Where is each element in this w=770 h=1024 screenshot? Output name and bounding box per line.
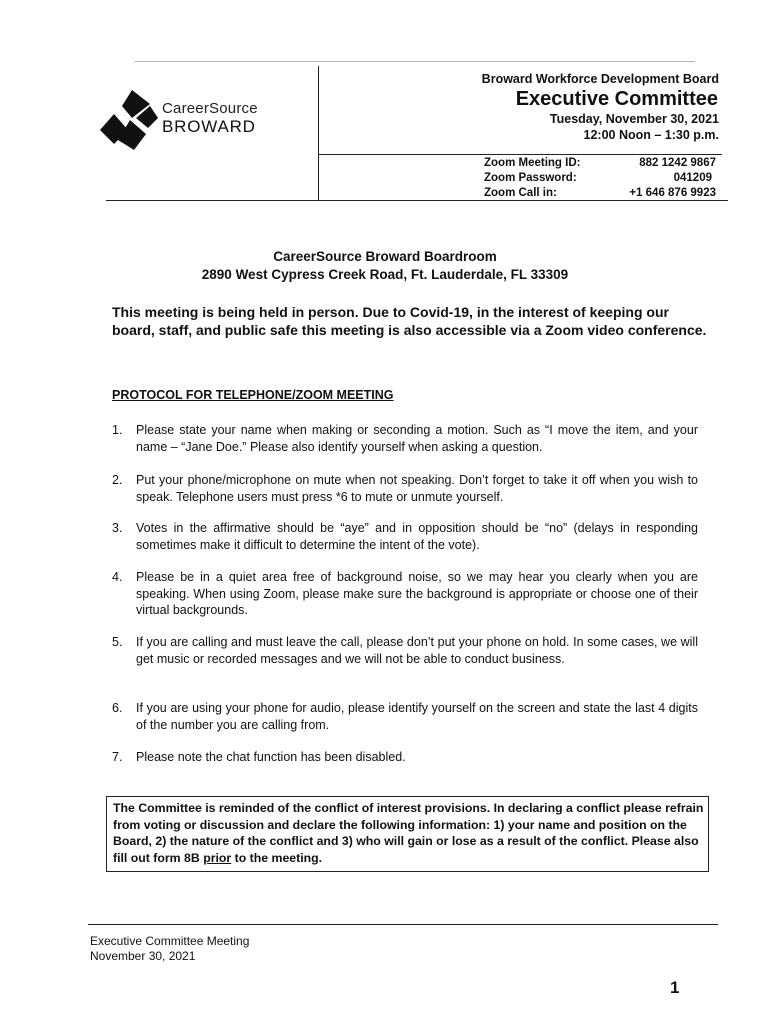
- protocol-item-text: If you are using your phone for audio, please identify yourself on the screen and state the last 4 digits of the number you are calling from.: [136, 701, 698, 732]
- zoom-meeting-id-value: 882 1242 9867: [639, 157, 716, 169]
- protocol-item-number: 1.: [112, 423, 123, 437]
- protocol-heading: PROTOCOL FOR TELEPHONE/ZOOM MEETING: [112, 388, 394, 402]
- zoom-password-value: 041209: [673, 172, 712, 184]
- board-name: Broward Workforce Development Board: [481, 72, 719, 86]
- protocol-item-text: Please state your name when making or seconding a motion. Such as “I move the item, and your name – “Jane Doe.” Please also identify yourself when asking a question.: [136, 423, 698, 454]
- location-room: CareerSource Broward Boardroom: [273, 249, 497, 264]
- protocol-item: [112, 569, 698, 619]
- committee-title: Executive Committee: [515, 88, 718, 110]
- protocol-item: [112, 520, 698, 553]
- header-divider-middle: [318, 154, 722, 155]
- zoom-call-in-row: [484, 187, 716, 203]
- protocol-item-number: 7.: [112, 750, 123, 764]
- zoom-call-in-value: +1 646 876 9923: [629, 187, 716, 199]
- zoom-meeting-id-label: Zoom Meeting ID:: [484, 157, 581, 169]
- protocol-item-text: Votes in the affirmative should be “aye” and in opposition should be “no” (delays in responding sometimes make it difficult to determine the intent of the vote).: [136, 521, 698, 552]
- header-divider-vertical: [318, 66, 319, 200]
- protocol-item-number: 4.: [112, 570, 123, 584]
- zoom-password-row: [484, 172, 716, 188]
- protocol-item-text: If you are calling and must leave the call, please don’t put your phone on hold. In some cases, we will get music or recorded messages and we will not be able to conduct business.: [136, 635, 698, 666]
- protocol-item: [112, 700, 698, 733]
- meeting-date: Tuesday, November 30, 2021: [549, 112, 719, 126]
- conflict-of-interest-notice: [106, 796, 709, 872]
- protocol-item-text: Put your phone/microphone on mute when not speaking. Don’t forget to take it off when you wish to speak. Telephone users must press *6 to mute or unmute yourself.: [136, 473, 698, 504]
- protocol-item: [112, 749, 698, 766]
- logo-text-careersource: CareerSource: [162, 100, 258, 117]
- top-rule: [135, 61, 695, 62]
- page-number: 1: [670, 978, 680, 997]
- protocol-item-number: 3.: [112, 521, 123, 535]
- zoom-meeting-id-row: [484, 157, 716, 173]
- protocol-item-text: Please note the chat function has been disabled.: [136, 750, 406, 764]
- conflict-notice-text: The Committee is reminded of the conflict of interest provisions. In declaring a conflict please refrain from voting or discussion and declare the following information: 1) your name and position on the Board, 2) the nature of the conflict and 3) who will gain or lose as a result of the conflict. Please also fill out form 8B: [113, 801, 704, 865]
- zoom-call-in-label: Zoom Call in:: [484, 187, 557, 199]
- conflict-notice-underlined: prior: [203, 850, 232, 865]
- conflict-notice-text-end: to the meeting.: [231, 850, 323, 865]
- footer-meeting-name: Executive Committee Meeting: [90, 934, 250, 948]
- zoom-password-label: Zoom Password:: [484, 172, 577, 184]
- location-address: 2890 West Cypress Creek Road, Ft. Lauderdale, FL 33309: [201, 267, 569, 282]
- protocol-item: [112, 634, 698, 667]
- footer-rule: [88, 924, 718, 925]
- meeting-intro: This meeting is being held in person. Due to Covid-19, in the interest of keeping our board, staff, and public safe this meeting is also accessible via a Zoom video conference.: [112, 304, 707, 338]
- logo-text-broward: BROWARD: [162, 117, 256, 136]
- protocol-item-number: 5.: [112, 635, 123, 649]
- protocol-item-number: 6.: [112, 701, 123, 715]
- protocol-item: [112, 472, 698, 505]
- footer-meeting-date: November 30, 2021: [90, 949, 196, 963]
- protocol-item-number: 2.: [112, 473, 123, 487]
- protocol-item-text: Please be in a quiet area free of background noise, so we may hear you clearly when you are speaking. When using Zoom, please make sure the background is appropriate or choose one of their virtual backgrounds.: [136, 570, 698, 617]
- protocol-item: [112, 422, 698, 455]
- meeting-time: 12:00 Noon – 1:30 p.m.: [583, 128, 719, 142]
